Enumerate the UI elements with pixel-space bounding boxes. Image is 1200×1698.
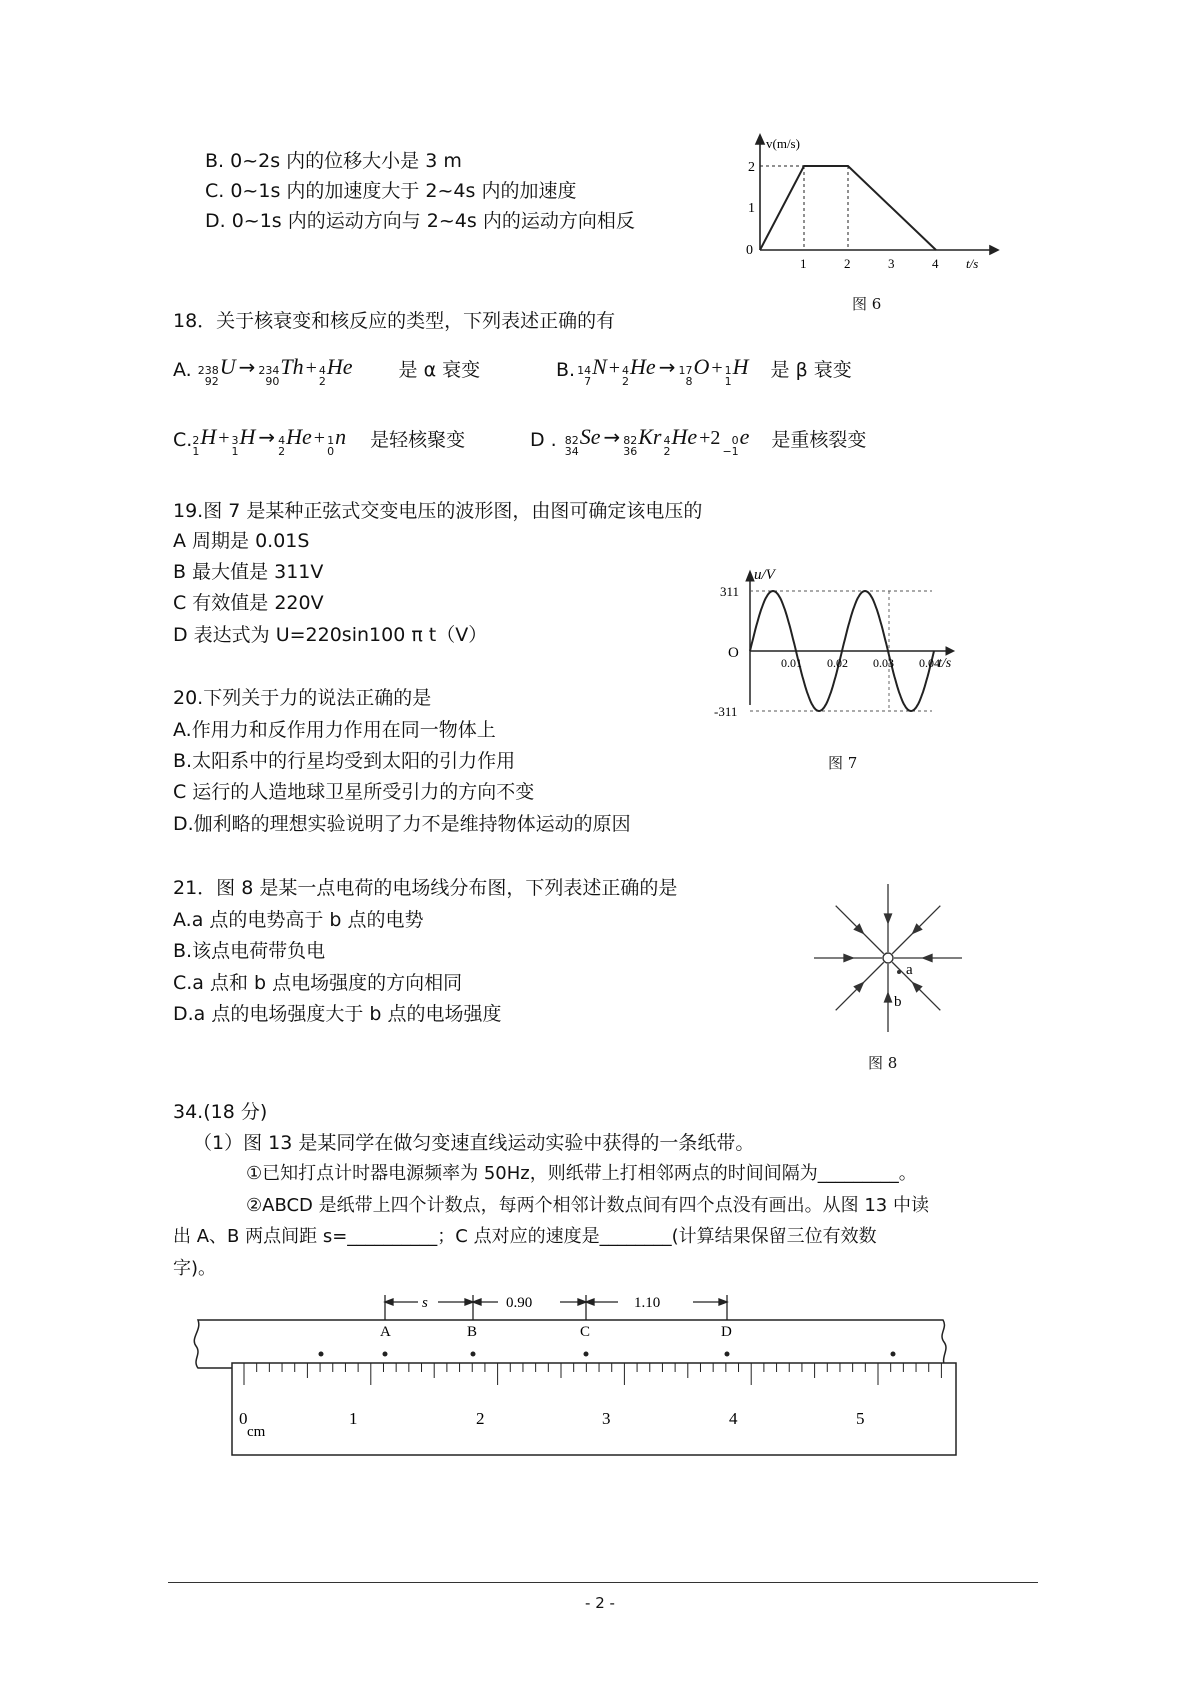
q19-option-c: C 有效值是 220V — [173, 592, 324, 614]
q20-option-a: A.作用力和反作用力作用在同一物体上 — [173, 719, 496, 741]
fig13-ruler — [232, 1363, 956, 1455]
fig8-label-b: b — [894, 994, 902, 1010]
fig8-field-arrow — [844, 955, 853, 962]
q18-b-label: B. — [556, 359, 576, 381]
fig13-dim-cd: 1.10 — [634, 1295, 661, 1311]
fig13-label-c: C — [580, 1324, 591, 1340]
fig6-x-label: t/s — [966, 256, 979, 271]
q21-option-b: B.该点电荷带负电 — [173, 940, 326, 962]
q20-option-b: B.太阳系中的行星均受到太阳的引力作用 — [173, 750, 516, 772]
fig13-ruler-2: 2 — [476, 1409, 485, 1428]
fig13-dim-s: s — [422, 1295, 428, 1311]
q34-sub2-line2: 出 A、B 两点间距 s=__________；C 点对应的速度是________(计算结果保留三位有效数 — [173, 1226, 877, 1247]
fig6-xtick-4: 4 — [932, 256, 939, 271]
q20-option-c: C 运行的人造地球卫星所受引力的方向不变 — [173, 781, 535, 803]
fig8-point-a-dot — [897, 970, 901, 974]
figure-8-field-lines — [800, 878, 980, 1038]
fig13-tape — [194, 1320, 946, 1368]
q18-a-label: A. — [173, 359, 192, 381]
fig13-dot-d — [725, 1352, 730, 1357]
q34-heading: 34.(18 分) — [173, 1101, 268, 1123]
q19-option-a: A 周期是 0.01S — [173, 530, 310, 552]
page-number: - 2 - — [585, 1594, 615, 1612]
fig6-xtick-1: 1 — [800, 256, 807, 271]
q18-d-label: D . — [530, 429, 557, 451]
fig13-label-d: D — [721, 1324, 732, 1340]
q18-stem: 18．关于核衰变和核反应的类型，下列表述正确的有 — [173, 310, 616, 332]
q34-sub2-line3: 字)。 — [173, 1258, 217, 1279]
q18-d-equation: 82 34 Se → 82 36 Kr 4 2 He +2 0 −1 e — [564, 423, 750, 458]
q17-option-d: D. 0~1s 内的运动方向与 2~4s 内的运动方向相反 — [205, 210, 635, 232]
q17-option-b: B. 0~2s 内的位移大小是 3 m — [205, 150, 462, 172]
q18-b-equation: 14 7 N + 4 2 He → 17 8 O + 1 1 H — [577, 353, 749, 388]
q18-option-c — [173, 420, 465, 460]
fig8-caption: 图 8 — [868, 1054, 898, 1072]
fig7-x-label: t/s — [938, 656, 952, 671]
fig6-x-arrow — [990, 246, 998, 254]
fig13-ruler-4: 4 — [729, 1409, 738, 1428]
figure-7-ac-waveform — [706, 565, 966, 725]
q18-c-equation: 2 1 H + 3 1 H → 4 2 He + 1 0 n — [192, 423, 347, 458]
fig6-y-arrow — [756, 135, 764, 144]
q18-option-d — [530, 420, 866, 460]
fig13-label-a: A — [380, 1324, 391, 1340]
fig6-ytick-2: 2 — [748, 160, 755, 175]
fig8-point-b-dot — [886, 996, 890, 1000]
fig13-dot — [319, 1352, 324, 1357]
figure-6-vt-graph — [740, 132, 1000, 312]
fig8-point-charge — [883, 953, 893, 963]
q18-c-label: C. — [173, 429, 193, 451]
q18-c-desc: 是轻核聚变 — [370, 429, 466, 451]
fig7-y-label: u/V — [754, 567, 775, 583]
fig6-xtick-2: 2 — [844, 256, 851, 271]
figure-13-paper-tape — [188, 1290, 1008, 1470]
q19-stem: 19.图 7 是某种正弦式交变电压的波形图，由图可确定该电压的 — [173, 500, 703, 522]
q20-stem: 20.下列关于力的说法正确的是 — [173, 687, 432, 709]
q18-a-desc: 是 α 衰变 — [398, 359, 481, 381]
q21-stem: 21．图 8 是某一点电荷的电场线分布图，下列表述正确的是 — [173, 877, 678, 899]
fig13-dot — [891, 1352, 896, 1357]
fig13-unit: cm — [247, 1424, 266, 1440]
q19-option-b: B 最大值是 311V — [173, 561, 324, 583]
fig7-xtick-001: 0.01 — [781, 656, 802, 670]
q34-part1: （1）图 13 是某同学在做匀变速直线运动实验中获得的一条纸带。 — [193, 1132, 755, 1154]
fig13-dot-c — [584, 1352, 589, 1357]
q20-option-d: D.伽利略的理想实验说明了力不是维持物体运动的原因 — [173, 813, 631, 835]
fig7-caption: 图 7 — [828, 754, 858, 772]
fig6-ytick-1: 1 — [748, 201, 755, 216]
fig8-label-a: a — [906, 962, 913, 978]
fig7-x-arrow — [946, 647, 954, 655]
fig7-xtick-003: 0.03 — [873, 656, 894, 670]
q17-option-c: C. 0~1s 内的加速度大于 2~4s 内的加速度 — [205, 180, 577, 202]
fig13-dot-a — [383, 1352, 388, 1357]
fig6-xtick-3: 3 — [888, 256, 895, 271]
q18-b-desc: 是 β 衰变 — [770, 359, 852, 381]
q18-option-a — [173, 350, 480, 390]
q19-option-d: D 表达式为 U=220sin100 π t（V） — [173, 624, 488, 646]
fig7-y-max: 311 — [720, 584, 740, 599]
fig7-origin: O — [728, 645, 739, 661]
fig13-ruler-3: 3 — [602, 1409, 611, 1428]
q18-a-equation: 238 92 U → 234 90 Th + 4 2 He — [197, 353, 353, 388]
q21-option-c: C.a 点和 b 点电场强度的方向相同 — [173, 972, 463, 994]
fig8-field-arrow — [885, 914, 892, 923]
q18-option-b — [556, 350, 852, 390]
fig6-caption: 图 6 — [852, 295, 882, 313]
fig7-y-min: -311 — [714, 704, 738, 719]
q21-option-d: D.a 点的电场强度大于 b 点的电场强度 — [173, 1003, 502, 1025]
fig7-y-arrow — [746, 571, 754, 581]
fig6-origin: 0 — [746, 243, 753, 258]
fig7-xtick-004: 0.04 — [919, 656, 940, 670]
fig13-ruler-1: 1 — [349, 1409, 358, 1428]
q21-option-a: A.a 点的电势高于 b 点的电势 — [173, 909, 424, 931]
q34-sub1: ①已知打点计时器电源频率为 50Hz，则纸带上打相邻两点的时间间隔为_________。 — [246, 1163, 917, 1184]
q34-sub2-line1: ②ABCD 是纸带上四个计数点，每两个相邻计数点间有四个点没有画出。从图 13 中读 — [246, 1195, 929, 1216]
footer-rule — [168, 1582, 1038, 1583]
fig7-xtick-002: 0.02 — [827, 656, 848, 670]
fig13-ruler-5: 5 — [856, 1409, 865, 1428]
fig13-ruler-0: 0 — [239, 1409, 248, 1428]
fig13-dim-bc: 0.90 — [506, 1295, 533, 1311]
fig13-label-b: B — [467, 1324, 478, 1340]
fig8-field-arrow — [923, 955, 932, 962]
q18-d-desc: 是重核裂变 — [771, 429, 867, 451]
fig6-y-label: v(m/s) — [766, 136, 800, 151]
fig13-dot-b — [471, 1352, 476, 1357]
